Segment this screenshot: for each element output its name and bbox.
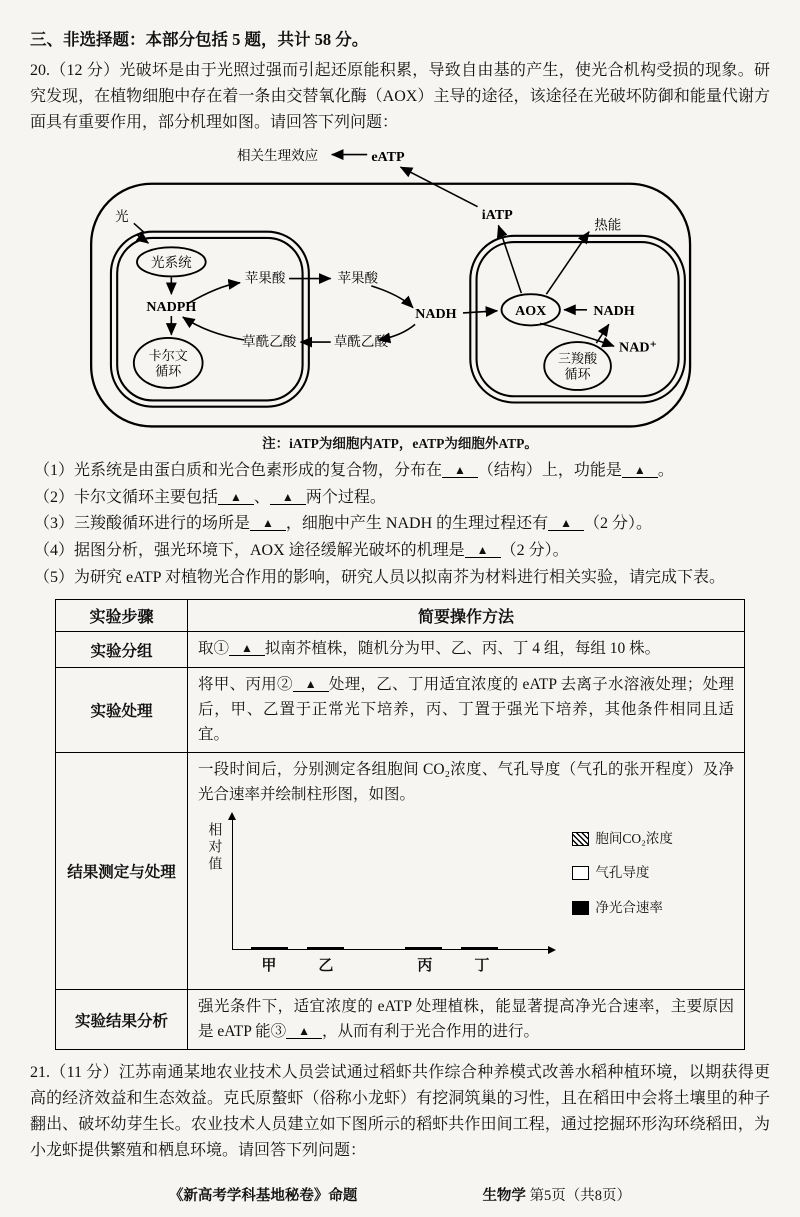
- legend-item: [572, 897, 672, 919]
- footer-page-info: [482, 1184, 631, 1205]
- table-row-grouping: [56, 632, 745, 668]
- answer-blank: ▲: [229, 641, 265, 656]
- label-aox: AOX: [514, 302, 546, 319]
- bar-group-丁: [461, 947, 497, 949]
- footer-source: 《新高考学科基地秘卷》命题: [168, 1188, 358, 1205]
- label-photosystem: 光系统: [150, 254, 192, 270]
- arrow-nadh-to-aox: [462, 311, 496, 313]
- legend-item: [572, 828, 672, 850]
- bar-group-丙: [405, 947, 441, 949]
- legend-swatch: [572, 901, 589, 915]
- arrow-oaa-to-nadph: [182, 317, 243, 340]
- label-eatp: eATP: [370, 148, 405, 165]
- answer-blank: ▲: [250, 516, 286, 531]
- bar-chart: [202, 820, 734, 978]
- bar-净光合速率: [331, 947, 344, 949]
- category-label: 丁: [474, 957, 490, 974]
- label-oaa-in: 草酰乙酸: [241, 333, 296, 349]
- label-malate-out: 苹果酸: [336, 270, 378, 286]
- label-malate-in: 苹果酸: [244, 270, 285, 286]
- legend-swatch: [572, 866, 589, 880]
- step-label: 实验结果分析: [56, 989, 188, 1050]
- arrow-malate-to-nadh: [371, 286, 413, 308]
- bar-净光合速率: [275, 947, 288, 949]
- section-header: 三、非选择题：本部分包括 5 题，共计 58 分。: [30, 30, 369, 49]
- legend-swatch: [572, 832, 589, 846]
- label-nadh-cytosol: NADH: [414, 305, 457, 322]
- label-physiological-effect: 相关生理效应: [236, 147, 318, 163]
- subquestion-4: （4）据图分析，强光环境下，AOX 途径缓解光破坏的机理是 ▲ （2 分）。: [34, 542, 569, 560]
- legend-item: [572, 862, 672, 884]
- legend-label: 气孔导度: [595, 865, 650, 881]
- subquestion-3: （3）三羧酸循环进行的场所是 ▲ ，细胞中产生 NADH 的生理过程还有 ▲ （2 分）。: [34, 515, 653, 533]
- q20-diagram: [30, 140, 770, 453]
- answer-blank: ▲: [442, 463, 478, 478]
- method-text: 强光条件下，适宜浓度的 eATP 处理植株，能显著提高净光合速率，主要原因是 eATP 能③ ▲ ，从而有利于光合作用的进行。: [188, 989, 745, 1050]
- category-label: 甲: [261, 957, 277, 974]
- step-label: 实验处理: [56, 667, 188, 752]
- label-calvin-1: 卡尔文: [148, 347, 188, 363]
- col-header-step: 实验步骤: [56, 600, 188, 632]
- footer-subject: 生物学: [482, 1188, 526, 1205]
- label-heat: 热能: [593, 217, 621, 233]
- method-text: 取① ▲ 拟南芥植株，随机分为甲、乙、丙、丁 4 组，每组 10 株。: [188, 632, 745, 668]
- method-text: 将甲、丙用② ▲ 处理，乙、丁用适宜浓度的 eATP 去离子水溶液处理；处理后，甲、乙置于正常光下培养，丙、丁置于强光下培养，其他条件相同且适宜。: [188, 667, 745, 752]
- subquestion-1: （1）光系统是由蛋白质和光合色素形成的复合物，分布在 ▲ （结构）上，功能是 ▲ 。: [34, 462, 674, 480]
- label-nad-plus: NAD⁺: [618, 339, 657, 356]
- step-label: 实验分组: [56, 632, 188, 668]
- label-iatp: iATP: [481, 206, 513, 223]
- answer-blank: ▲: [218, 490, 254, 505]
- step-label: 结果测定与处理: [56, 753, 188, 990]
- chart-legend: [572, 828, 672, 919]
- legend-label: 胞间CO₂浓度: [595, 830, 673, 846]
- table-row-measurement: [56, 753, 745, 990]
- bar-group-乙: [307, 947, 343, 949]
- subquestions: [30, 458, 770, 591]
- page-footer: [30, 1184, 770, 1205]
- chloroplast: [110, 231, 308, 406]
- label-oaa-out: 草酰乙酸: [333, 333, 388, 349]
- plot-wrapper: [232, 820, 548, 978]
- category-label: 乙: [318, 957, 334, 974]
- bar-净光合速率: [485, 947, 498, 949]
- experiment-table: [55, 599, 745, 1050]
- answer-blank: ▲: [270, 490, 306, 505]
- label-light: 光: [114, 208, 129, 224]
- label-nadh-mito: NADH: [592, 302, 635, 319]
- arrow-iatp-to-eatp: [400, 167, 477, 207]
- label-tca-1: 三羧酸: [557, 350, 597, 366]
- legend-label: 净光合速率: [595, 900, 663, 916]
- footer-page-number: 第5页（共8页）: [525, 1188, 632, 1205]
- answer-blank: ▲: [286, 1024, 322, 1039]
- subquestion-2: （2）卡尔文循环主要包括 ▲ 、 ▲ 两个过程。: [34, 488, 386, 506]
- arrow-tca-to-nadh: [596, 324, 608, 343]
- plot-area: [232, 820, 548, 950]
- answer-blank: ▲: [293, 677, 329, 692]
- x-labels: [232, 954, 548, 978]
- table-header-row: [56, 600, 745, 632]
- label-nadph: NADPH: [145, 298, 196, 315]
- label-tca-2: 循环: [564, 366, 591, 382]
- table-row-analysis: [56, 989, 745, 1050]
- answer-blank: ▲: [548, 516, 584, 531]
- col-header-method: 简要操作方法: [188, 600, 745, 632]
- category-label: 丙: [417, 957, 433, 974]
- answer-blank: ▲: [622, 463, 658, 478]
- subquestion-5: （5）为研究 eATP 对植物光合作用的影响，研究人员以拟南芥为材料进行相关实验，请完成下表。: [34, 568, 725, 586]
- bar-groups: [233, 820, 548, 949]
- bar-group-甲: [251, 947, 287, 949]
- table-row-treatment: [56, 667, 745, 752]
- bar-净光合速率: [429, 947, 442, 949]
- y-axis-label: 相对值: [206, 821, 222, 873]
- q20-stem: 20.（12 分）光破坏是由于光照过强而引起还原能积累，导致自由基的产生，使光合机构受损的现象。研究发现，在植物细胞中存在着一条由交替氧化酶（AOX）主导的途径，该途径在光破坏防御和能量代谢方面具有重要作用，部分机理如图。请回答下列问题：: [30, 62, 770, 131]
- method-text: 一段时间后，分别测定各组胞间 CO₂浓度、气孔导度（气孔的张开程度）及净光合速率并绘制柱形图，如图。: [198, 761, 734, 804]
- label-calvin-2: 循环: [154, 363, 181, 379]
- q21-stem: 21.（11 分）江苏南通某地农业技术人员尝试通过稻虾共作综合种养模式改善水稻种植环境，以期获得更高的经济效益和生态效益。克氏原螯虾（俗称小龙虾）有挖洞筑巢的习性，且在稻田中会将土壤里的种子翻出、破坏幼芽生长。农业技术人员建立如下图所示的稻虾共作田间工程，通过挖掘环形沟环绕稻田，为小龙虾提供繁殖和栖息环境。请回答下列问题：: [30, 1064, 770, 1160]
- diagram-note: 注：iATP为细胞内ATP，eATP为细胞外ATP。: [262, 436, 538, 452]
- mechanism-diagram-svg: [88, 140, 713, 432]
- answer-blank: ▲: [465, 543, 501, 558]
